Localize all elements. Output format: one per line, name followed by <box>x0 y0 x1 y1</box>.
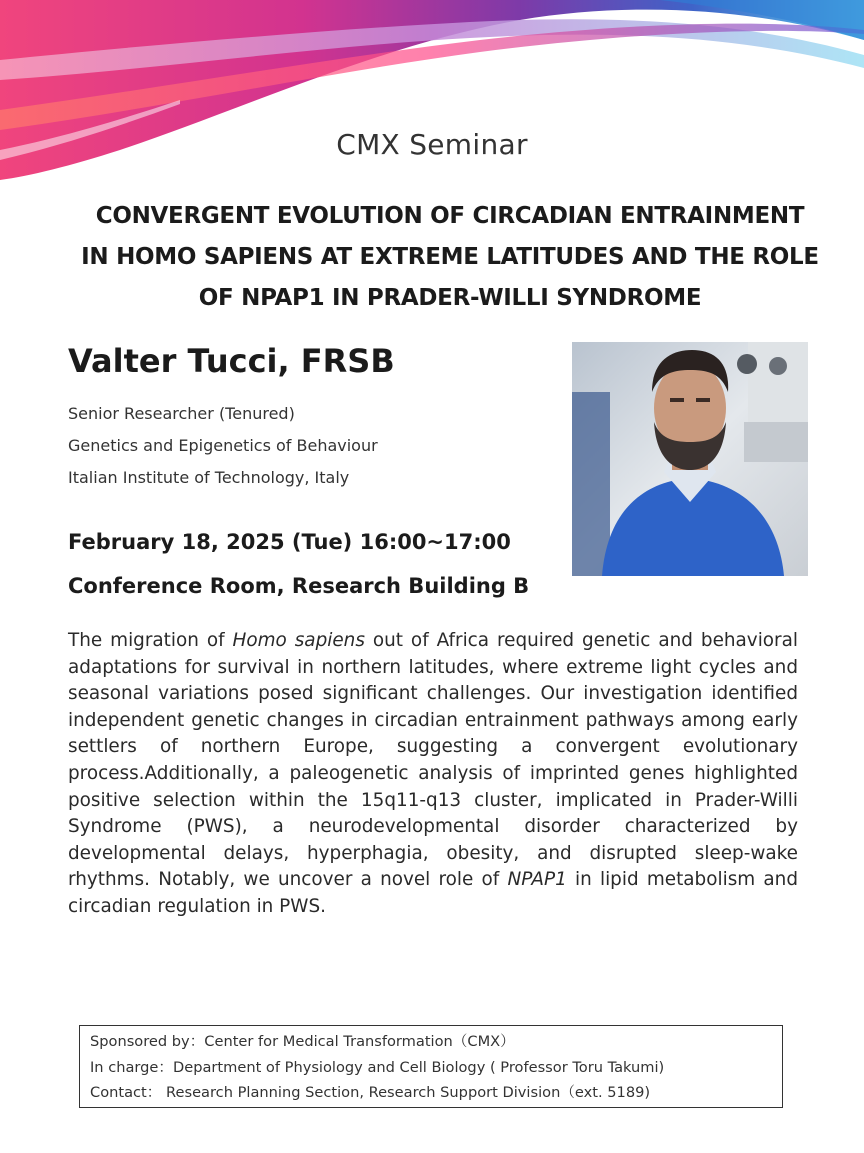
sponsor-box <box>79 1025 783 1108</box>
abstract-species-term: Homo sapiens <box>232 630 365 651</box>
speaker-position: Senior Researcher (Tenured) <box>68 404 295 423</box>
abstract-segment: The migration of <box>68 630 233 651</box>
speaker-institution: Italian Institute of Technology, Italy <box>68 468 350 487</box>
event-location: Conference Room, Research Building B <box>68 574 530 598</box>
speaker-department: Genetics and Epigenetics of Behaviour <box>68 436 378 455</box>
speaker-portrait-icon <box>572 342 808 576</box>
seminar-label: CMX Seminar <box>336 128 528 161</box>
event-info <box>68 520 529 608</box>
speaker-affiliation <box>68 398 378 494</box>
abstract-segment: in lipid metabolism and circadian regulation in PWS. <box>68 869 798 917</box>
abstract-gene-term: NPAP1 <box>507 869 567 891</box>
talk-title-line: OF NPAP1 IN PRADER-WILLI SYNDROME <box>198 285 702 311</box>
abstract-segment: out of Africa required genetic and behavioral adaptations for survival in northern latitudes, where extreme light cycles and seasonal variations posed significant challenges. Our investigation identified independent genetic changes in circadian entrainment pathways among early settlers of northern Europe, suggesting a convergent evolutionary process.Additionally, a paleogenetic analysis of imprinted genes highlighted positive selection within the 15q11-q13 cluster, implicated in Prader-Willi Syndrome (PWS), a neurodevelopmental disorder characterized by developmental delays, hyperphagia, obesity, and disrupted sleep-wake rhythms. Notably, we uncover a novel role of <box>68 630 798 891</box>
abstract-text <box>68 628 798 921</box>
event-datetime: February 18, 2025 (Tue) 16:00~17:00 <box>68 530 511 554</box>
talk-title-line: CONVERGENT EVOLUTION OF CIRCADIAN ENTRAINMENT <box>95 203 805 229</box>
contact: Contact： Research Planning Section, Research Support Division（ext. 5189) <box>90 1084 651 1101</box>
in-charge: In charge：Department of Physiology and Cell Biology ( Professor Toru Takumi) <box>90 1058 665 1076</box>
speaker-name: Valter Tucci, FRSB <box>68 342 395 380</box>
talk-title-line: IN HOMO SAPIENS AT EXTREME LATITUDES AND THE ROLE <box>81 244 819 270</box>
sponsored-by: Sponsored by：Center for Medical Transformation（CMX） <box>90 1033 515 1050</box>
talk-title <box>80 196 820 319</box>
